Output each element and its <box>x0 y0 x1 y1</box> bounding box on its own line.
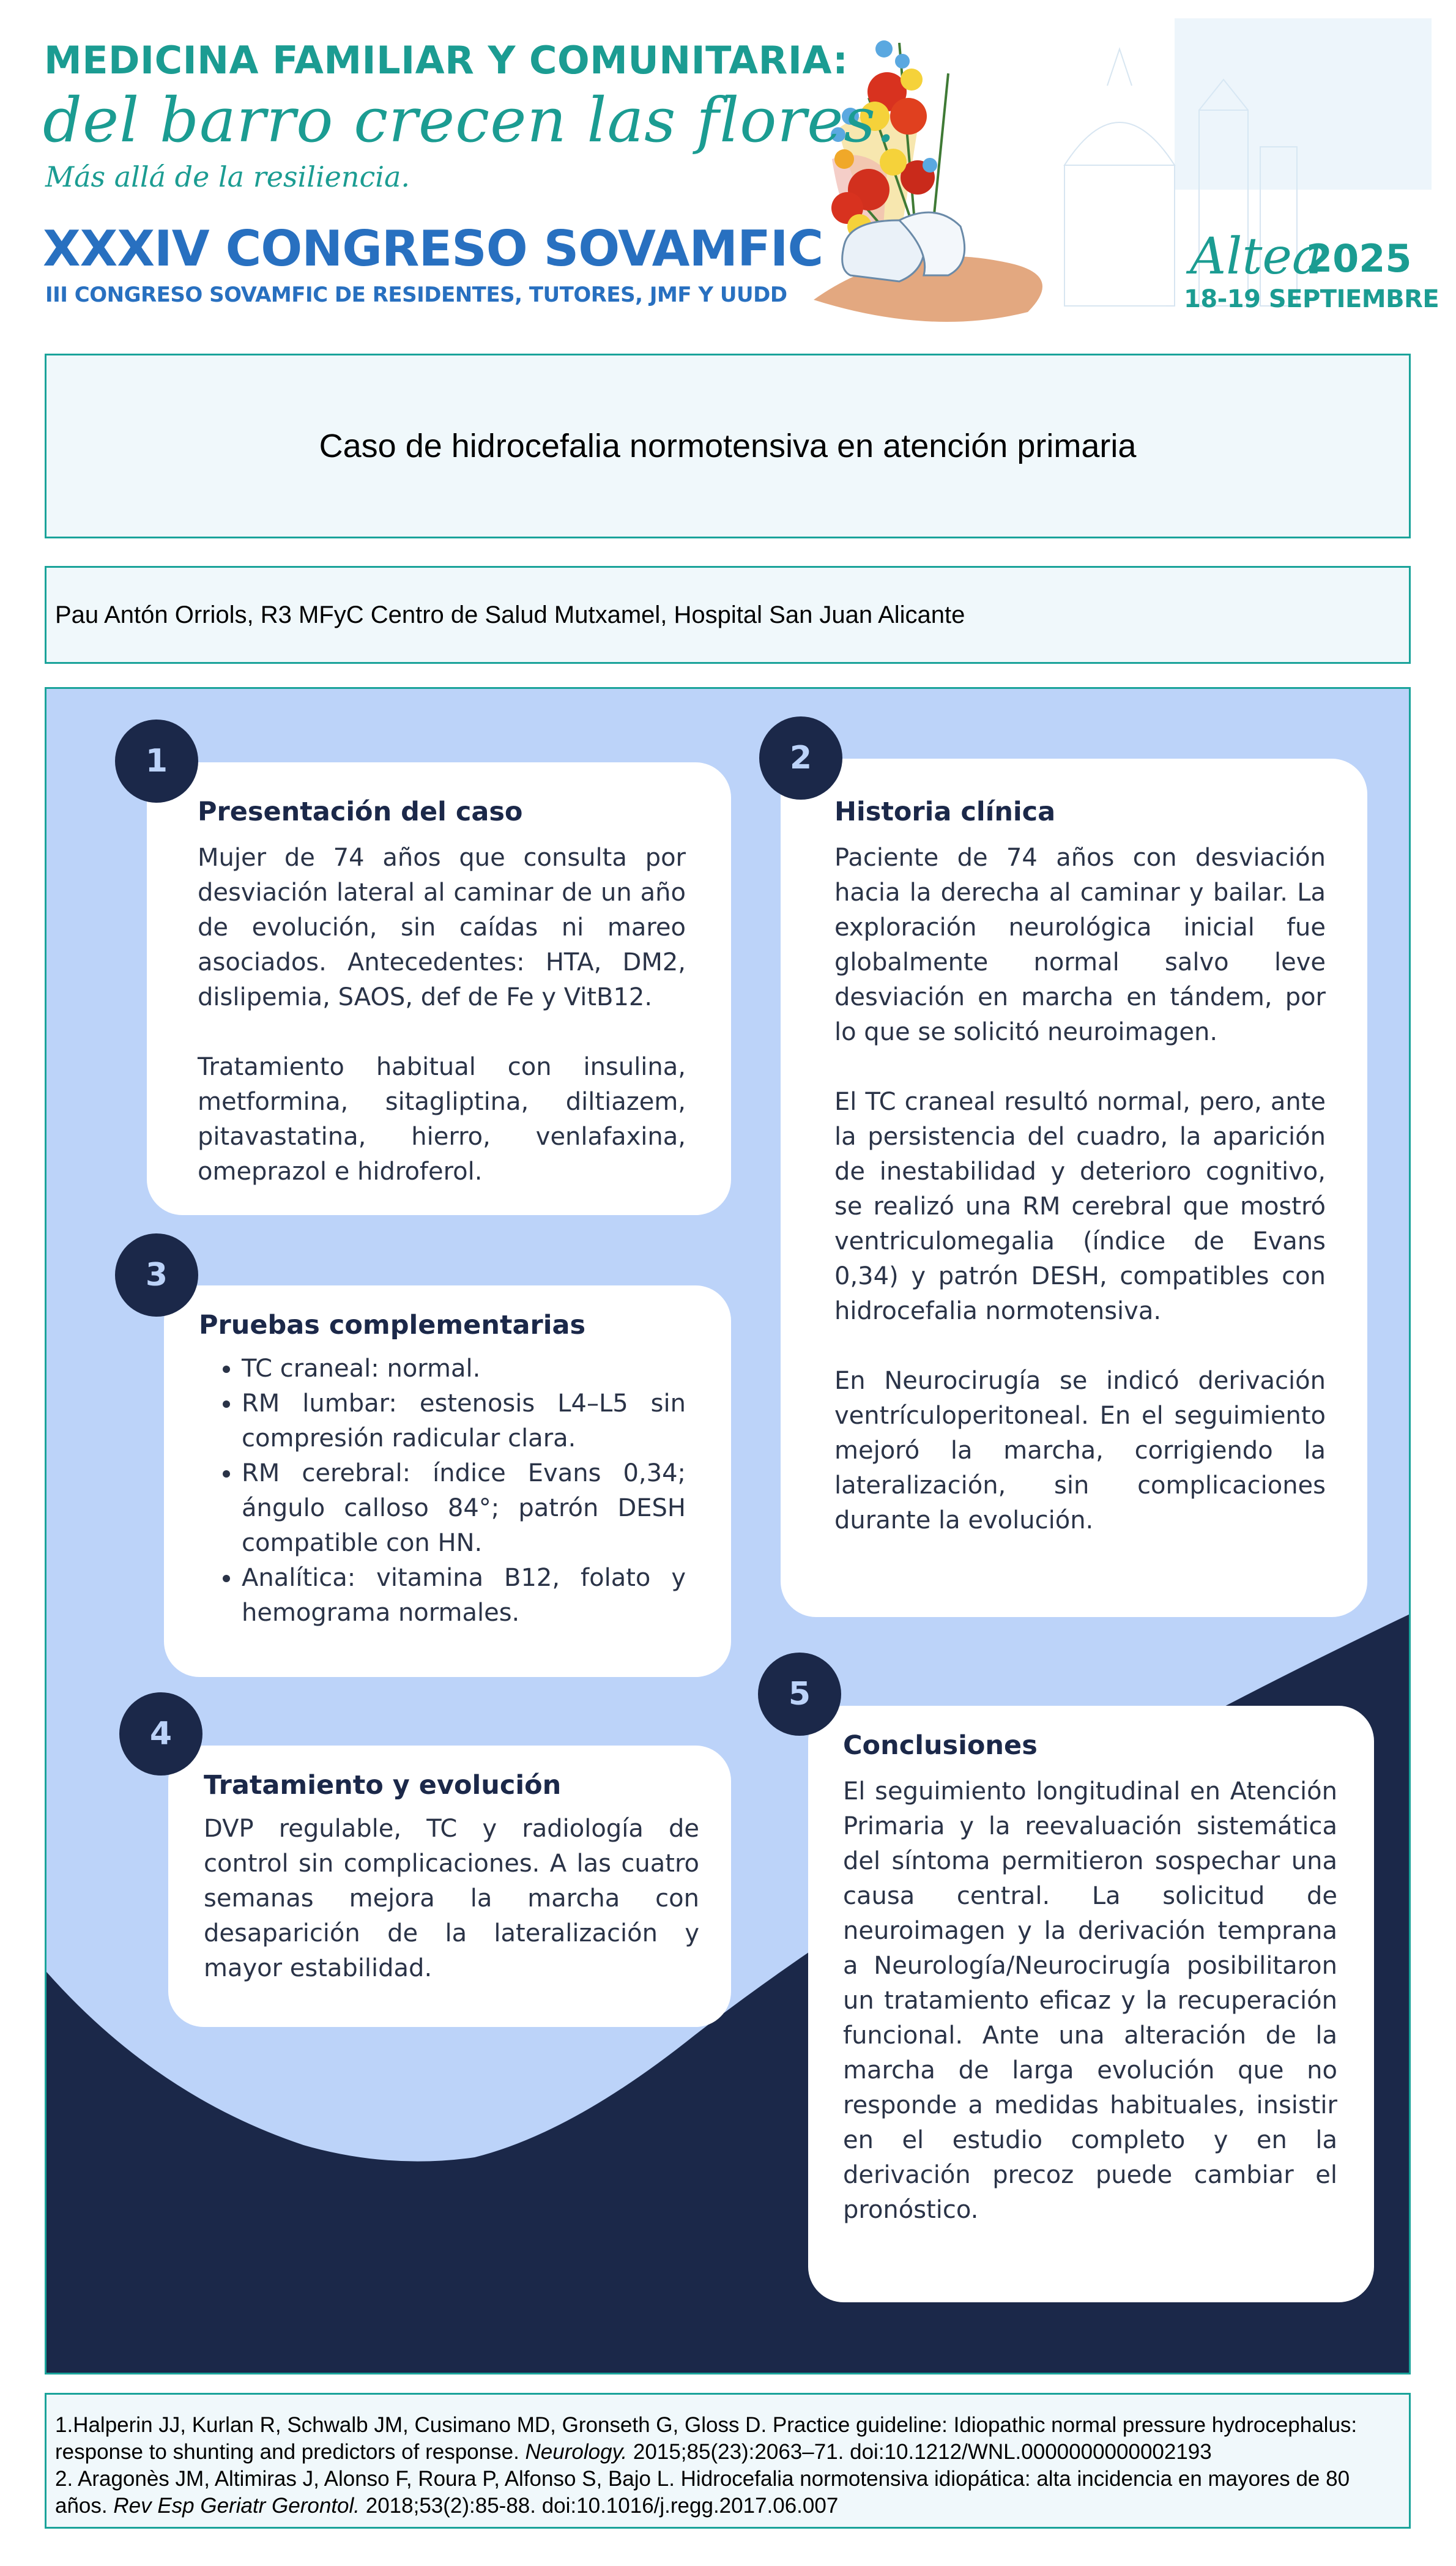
test-results-list <box>199 1352 686 1631</box>
section-number-badge: 2 <box>759 716 842 800</box>
section-card-conclusiones <box>808 1706 1374 2302</box>
section-paragraph: En Neurocirugía se indicó derivación ventrículoperitoneal. En el seguimiento mejoró la marcha, corrigiendo la lateralización, sin complicaciones durante la evolución. <box>834 1367 1326 1534</box>
title-box <box>45 354 1411 538</box>
section-card-historia <box>781 759 1367 1617</box>
author-box <box>45 566 1411 664</box>
section-paragraph: Paciente de 74 años con desviación hacia la derecha al caminar y bailar. La exploración neurológica inicial fue globalmente normal salvo leve desviación en marcha en tándem, por lo que se solicitó neuroimagen. <box>834 844 1326 1046</box>
section-card-pruebas <box>164 1285 731 1677</box>
congress-banner <box>0 0 1456 343</box>
sky-wash <box>1175 18 1432 190</box>
congress-subtitle: III CONGRESO SOVAMFIC DE RESIDENTES, TUTORES, JMF Y UUDD <box>45 283 787 307</box>
reference-text: 1.Halperin JJ, Kurlan R, Schwalb JM, Cusimano MD, Gronseth G, Gloss D. Practice guideline: Idiopathic normal pressure hydrocephalus: response to shunting and predictors of response. <box>55 2413 1358 2464</box>
list-item: • RM lumbar: estenosis L4–L5 sin compresión radicular clara. <box>242 1386 686 1456</box>
section-number-badge: 5 <box>758 1653 841 1736</box>
list-item: • Analítica: vitamina B12, folato y hemograma normales. <box>242 1561 686 1631</box>
section-number-badge: 3 <box>115 1233 198 1317</box>
reference-journal: Rev Esp Geriatr Gerontol. <box>113 2494 360 2518</box>
author-line: Pau Antón Orriols, R3 MFyC Centro de Salud Mutxamel, Hospital San Juan Alicante <box>55 601 965 628</box>
section-number-badge: 1 <box>115 720 198 803</box>
reference-details: 2015;85(23):2063–71. doi:10.1212/WNL.0000000000002193 <box>627 2440 1212 2464</box>
list-item: • TC craneal: normal. <box>242 1352 686 1386</box>
section-heading: Conclusiones <box>843 1730 1038 1761</box>
list-item: • RM cerebral: índice Evans 0,34; ángulo calloso 84°; patrón DESH compatible con HN. <box>242 1456 686 1561</box>
section-paragraph: El seguimiento longitudinal en Atención Primaria y la reevaluación sistemática del síntoma permitieron sospechar una causa central. La solicitud de neuroimagen y la derivación temprana a Neurología/Neurocirugía posibilitaron un tratamiento eficaz y la recuperación funcional. Ante una alteración de la marcha de larga evolución que no responde a medidas habituales, insistir en el estudio completo y en la derivación precoz puede cambiar el pronóstico. <box>843 1777 1337 2224</box>
congress-name: XXXIV CONGRESO SOVAMFIC <box>43 220 823 277</box>
section-card-tratamiento <box>168 1746 731 2027</box>
section-paragraph: Tratamiento habitual con insulina, metformina, sitagliptina, diltiazem, pitavastatina, hierro, venlafaxina, omeprazol e hidroferol. <box>198 1053 686 1186</box>
congress-year: 2025 <box>1306 236 1412 281</box>
section-paragraph: Mujer de 74 años que consulta por desviación lateral al caminar de un año de evolución, sin caídas ni mareo asociados. Antecedentes: HTA, DM2, dislipemia, SAOS, def de Fe y VitB12. <box>198 844 686 1011</box>
section-heading: Pruebas complementarias <box>199 1310 586 1341</box>
congress-dates: 18-19 SEPTIEMBRE <box>1184 285 1439 313</box>
section-heading: Tratamiento y evolución <box>204 1770 562 1801</box>
section-number-badge: 4 <box>119 1692 202 1776</box>
case-panel <box>45 687 1411 2374</box>
references-box <box>45 2393 1411 2529</box>
poster-title: Caso de hidrocefalia normotensiva en atención primaria <box>319 428 1137 464</box>
section-paragraph: El TC craneal resultó normal, pero, ante la persistencia del cuadro, la aparición de inestabilidad y deterioro cognitivo, se realizó una RM cerebral que mostró ventriculomegalia (índice de Evans 0,34) y patrón DESH, compatibles con hidrocefalia normotensiva. <box>834 1088 1326 1325</box>
reference-details: 2018;53(2):85-88. doi:10.1016/j.regg.2017.06.007 <box>360 2494 839 2518</box>
section-card-presentacion <box>147 762 731 1215</box>
section-paragraph: DVP regulable, TC y radiología de control sin complicaciones. A las cuatro semanas mejora la marcha con desaparición de la lateralización y mayor estabilidad. <box>204 1815 699 1982</box>
banner-subslogan: Más allá de la resiliencia. <box>45 160 410 193</box>
congress-place: Altea <box>1190 228 1322 286</box>
reference-item <box>55 2466 1400 2520</box>
section-heading: Presentación del caso <box>198 797 523 827</box>
banner-heading: MEDICINA FAMILIAR Y COMUNITARIA: <box>44 38 849 83</box>
section-heading: Historia clínica <box>834 797 1056 827</box>
banner-slogan: del barro crecen las flores. <box>43 84 896 156</box>
reference-item <box>55 2412 1400 2466</box>
reference-journal: Neurology. <box>525 2440 628 2464</box>
reference-text: 2. Aragonès JM, Altimiras J, Alonso F, Roura P, Alfonso S, Bajo L. Hidrocefalia normotensiva idiopática: alta incidencia en mayores de 80 años. <box>55 2467 1350 2518</box>
